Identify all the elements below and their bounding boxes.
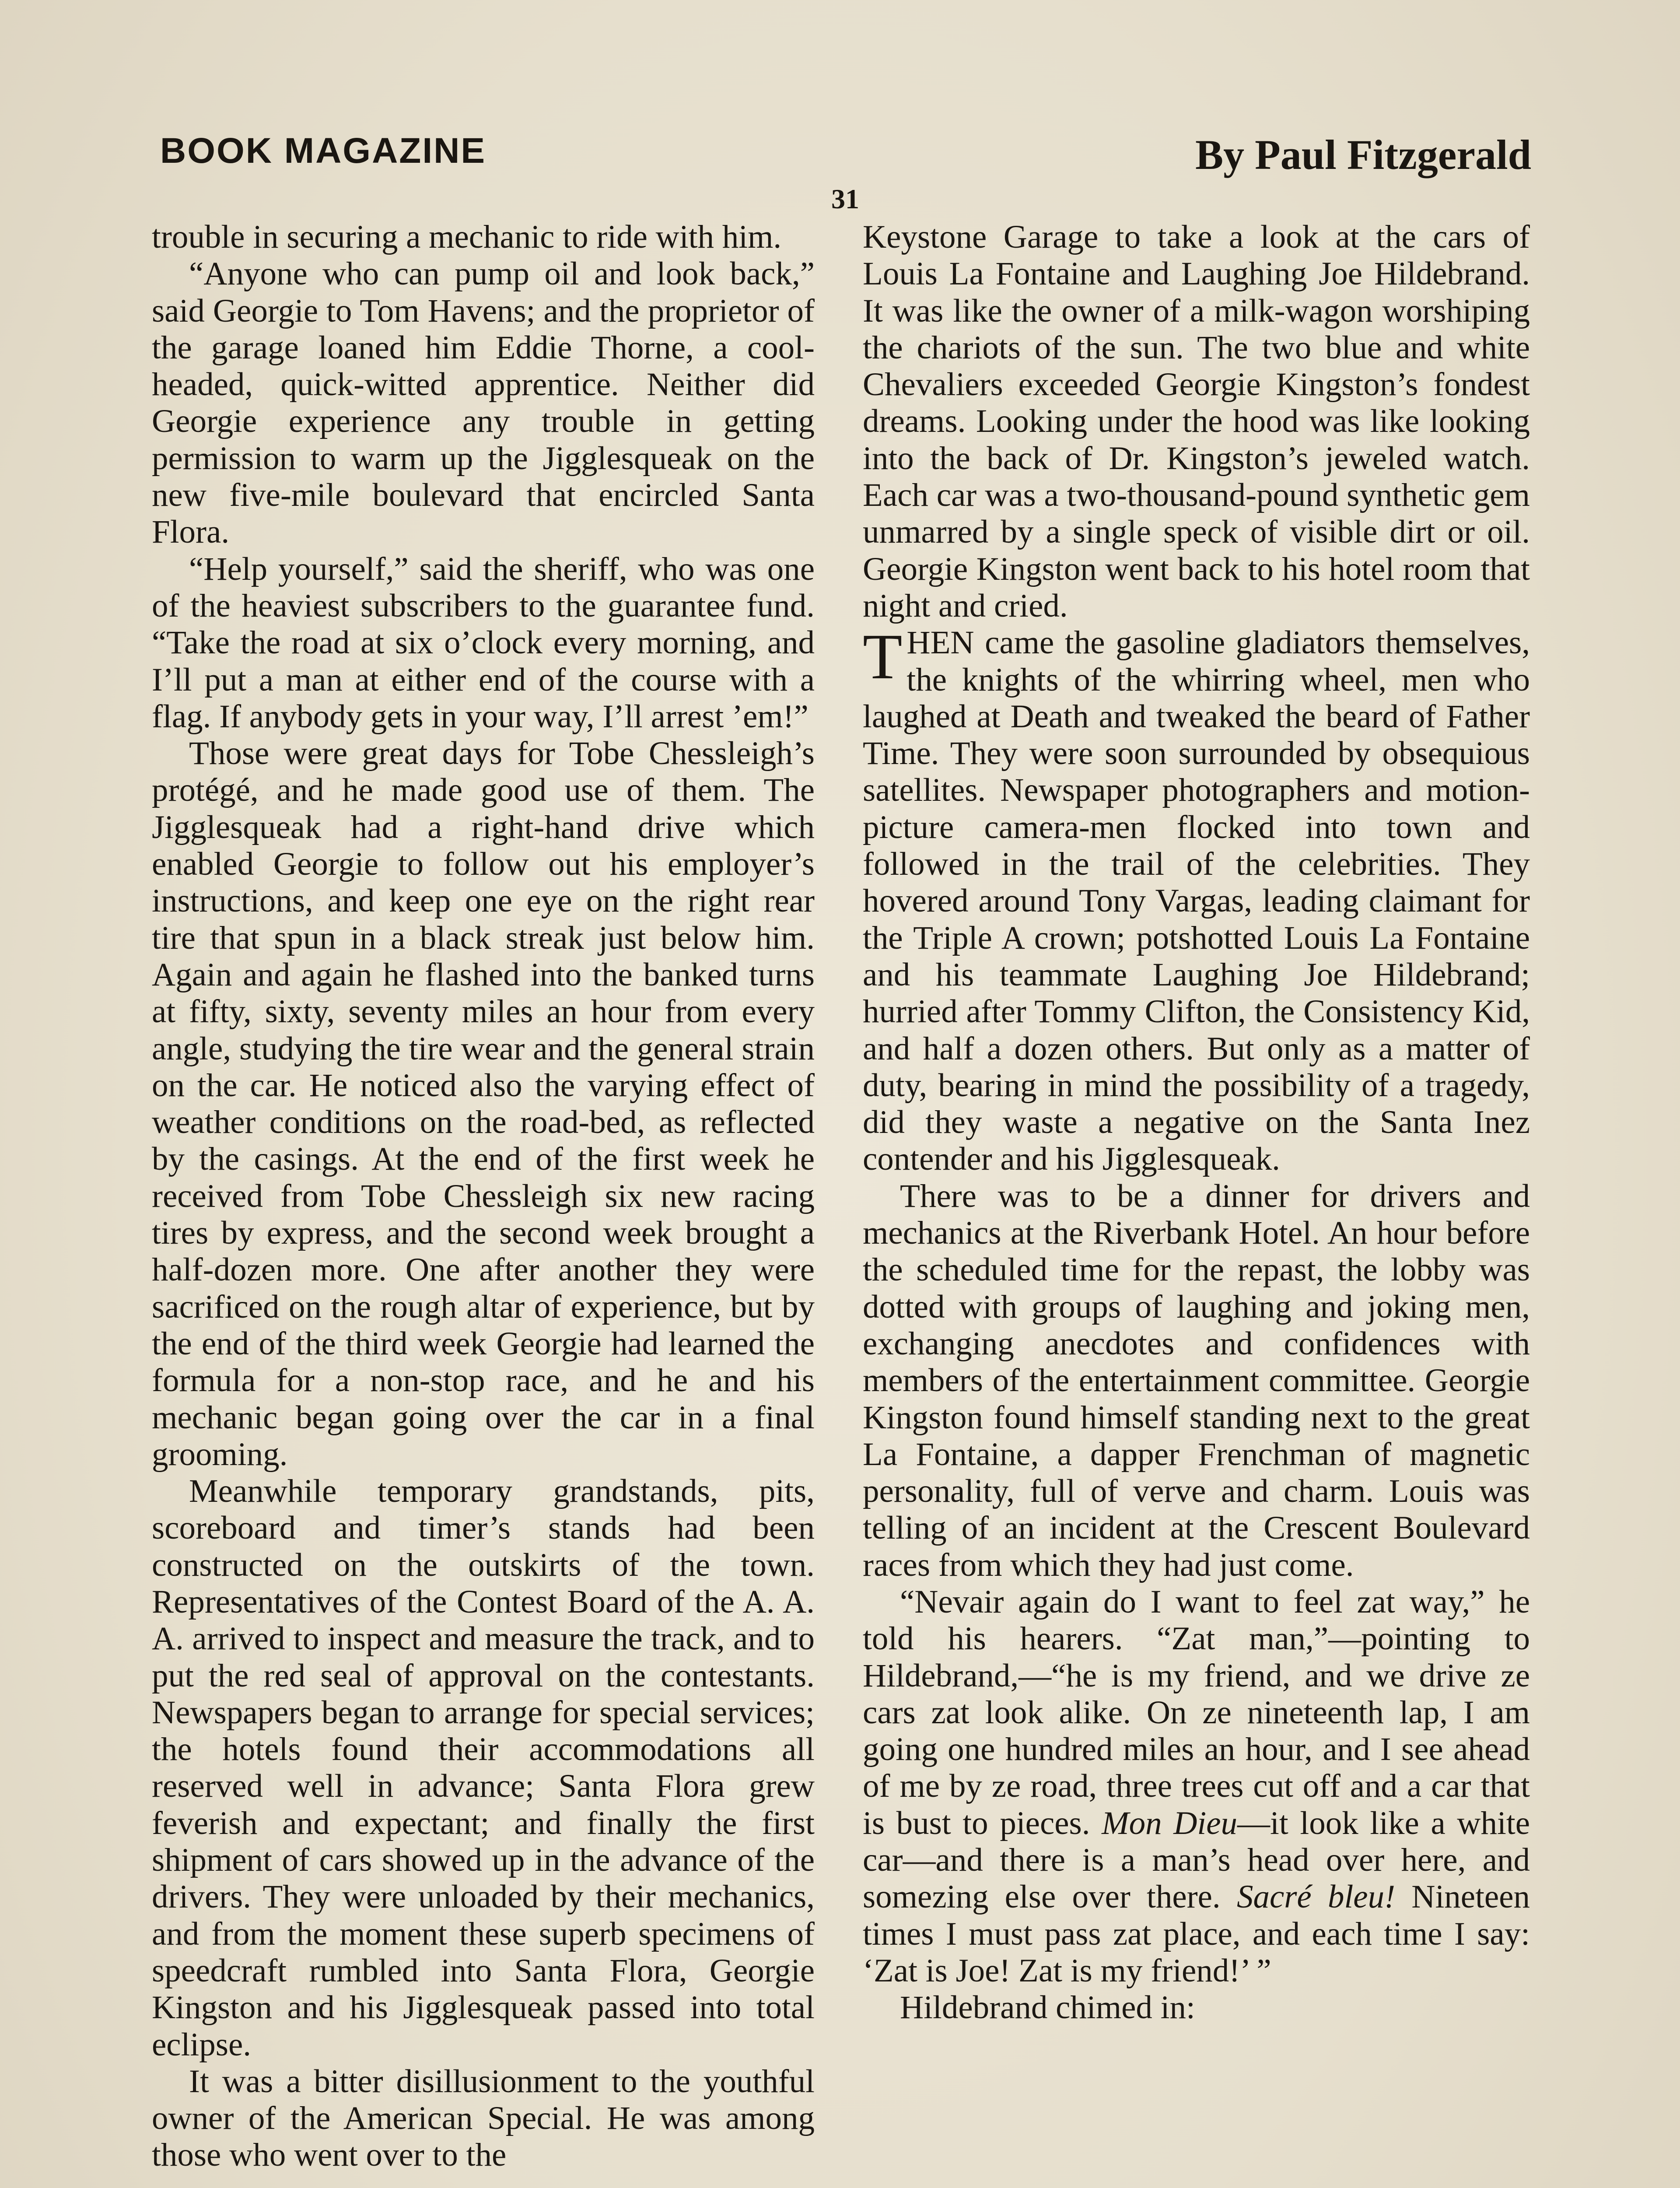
right-column	[863, 219, 1530, 2027]
dialogue-text: Nineteen times I must pass zat place, and each time I say: ‘Zat is Joe! Zat is my friend!’ ”	[863, 1879, 1530, 1989]
paragraph: It was a bitter disillusionment to the youthful owner of the American Special. He was among those who went over to the	[152, 2063, 815, 2174]
paragraph: Meanwhile temporary grandstands, pits, scoreboard and timer’s stands had been constructed on the outskirts of the town. Representatives of the Contest Board of the A. A. A. arrived to inspect and measure the track, and to put the red seal of approval on the contestants. Newspapers began to arrange for special services; the hotels found their accommodations all reserved well in advance; Santa Flora grew feverish and expectant; and finally the first shipment of cars showed up in the advance of the drivers. They were unloaded by their mechanics, and from the moment these superb specimens of speedcraft rumbled into Santa Flora, Georgie Kingston and his Jigglesqueak passed into total eclipse.	[152, 1473, 815, 2063]
paragraph	[863, 1584, 1530, 1989]
paragraph: Keystone Garage to take a look at the cars of Louis La Fontaine and Laughing Joe Hildebrand. It was like the owner of a milk-wagon worshiping the chariots of the sun. The two blue and white Chevaliers exceeded Georgie Kingston’s fondest dreams. Looking under the hood was like looking into the back of Dr. Kingston’s jeweled watch. Each car was a two-thousand-pound synthetic gem unmarred by a single speck of visible dirt or oil. Georgie Kingston went back to his hotel room that night and cried.	[863, 219, 1530, 624]
page-number: 31	[831, 183, 859, 214]
drop-cap: T	[863, 621, 903, 693]
paragraph: Hildebrand chimed in:	[900, 1989, 1195, 2026]
paragraph: “Anyone who can pump oil and look back,” said Georgie to Tom Havens; and the proprietor of the garage loaned him Eddie Thorne, a cool-headed, quick-witted apprentice. Neither did Georgie experience any trouble in getting permission to warm up the Jigglesqueak on the new five-mile boulevard that encircled Santa Flora.	[152, 256, 815, 551]
author-byline: By Paul Fitzgerald	[1195, 131, 1531, 178]
paragraph: Those were great days for Tobe Chessleigh’s protégé, and he made good use of them. The Jigglesqueak had a right-hand drive which enabled Georgie to follow out his employer’s instructions, and keep one eye on the right rear tire that spun in a black streak just below him. Again and again he flashed into the banked turns at fifty, sixty, seventy miles an hour from every angle, studying the tire wear and the general strain on the car. He noticed also the varying effect of weather conditions on the road-bed, as reflected by the casings. At the end of the first week he received from Tobe Chessleigh six new racing tires by express, and the second week brought a half-dozen more. One after another they were sacrificed on the rough altar of experience, but by the end of the third week Georgie had learned the formula for a non-stop race, and he and his mechanic began going over the car in a final grooming.	[152, 735, 815, 1473]
dialogue-text: —it look like a white car—and there is a man’s head over here, and somezing else over there.	[863, 1805, 1530, 1915]
paragraph: trouble in securing a mechanic to ride with him.	[152, 219, 782, 255]
left-column	[152, 219, 815, 2174]
paragraph-text: HEN came the gasoline gladiators themselves, the knights of the whirring wheel, men who laughed at Death and tweaked the beard of Father Time. They were soon surrounded by obsequious satellites. Newspaper photographers and motion-picture camera-men flocked into town and followed in the trail of the celebrities. They hovered around Tony Vargas, leading claimant for the Triple A crown; potshotted Louis La Fontaine and his teammate Laughing Joe Hildebrand; hurried after Tommy Clifton, the Consistency Kid, and half a dozen others. But only as a matter of duty, bearing in mind the possibility of a tragedy, did they waste a negative on the Santa Inez contender and his Jigglesqueak.	[863, 624, 1530, 1178]
dialogue-text: “Nevair again do I want to feel zat way,” he told his hearers. “Zat man,”—pointing to Hildebrand,—“he is my friend, and we drive ze cars zat look alike. On ze nineteenth lap, I am going one hundred miles an hour, and I see ahead of me by ze road, three trees cut off and a car that is bust to pieces.	[863, 1583, 1530, 1841]
italic-phrase: Mon Dieu	[1102, 1805, 1238, 1841]
magazine-title: BOOK MAGAZINE	[160, 131, 486, 171]
paragraph: There was to be a dinner for drivers and mechanics at the Riverbank Hotel. An hour before the scheduled time for the repast, the lobby was dotted with groups of laughing and joking men, exchanging anecdotes and confidences with members of the entertainment committee. Georgie Kingston found himself standing next to the great La Fontaine, a dapper Frenchman of magnetic personality, full of verve and charm. Louis was telling of an incident at the Crescent Boulevard races from which they had just come.	[863, 1178, 1530, 1583]
italic-phrase: Sacré bleu!	[1236, 1879, 1396, 1915]
paragraph: “Help yourself,” said the sheriff, who was one of the heaviest subscribers to the guarantee fund. “Take the road at six o’clock every morning, and I’ll put a man at either end of the course with a flag. If anybody gets in your way, I’ll arrest ’em!”	[152, 551, 815, 735]
section-opening-paragraph	[863, 621, 1530, 1178]
